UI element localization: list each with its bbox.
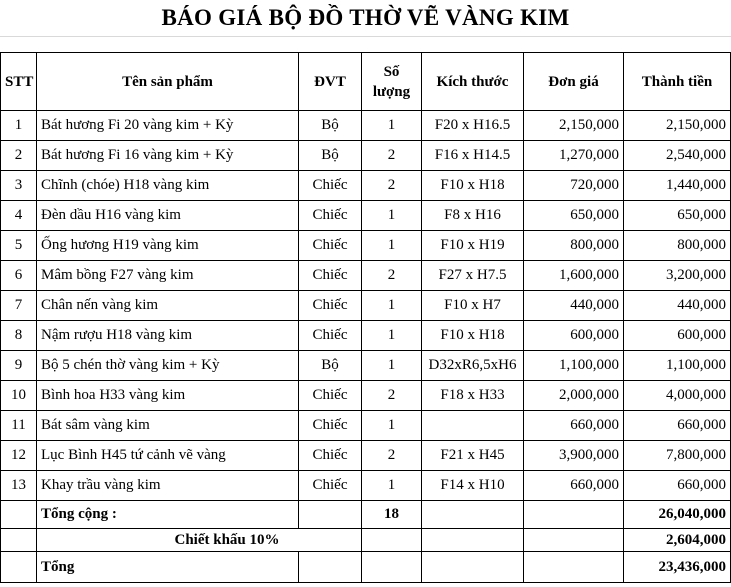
- cell-stt: 10: [1, 381, 37, 411]
- cell-qty: 2: [362, 141, 422, 171]
- cell-unit: Bộ: [299, 141, 362, 171]
- table-row: [1, 291, 731, 321]
- cell-size: F10 x H7: [422, 291, 524, 321]
- discount-price-cell: [524, 529, 624, 552]
- grand-unit-cell: [299, 552, 362, 583]
- table-row: [1, 471, 731, 501]
- cell-stt: 12: [1, 441, 37, 471]
- header-price: Đơn giá: [524, 53, 624, 111]
- cell-product-name: Bát hương Fi 16 vàng kim + Kỳ: [37, 141, 299, 171]
- grand-stt-cell: [1, 552, 37, 583]
- cell-unit: Chiếc: [299, 321, 362, 351]
- cell-product-name: Bộ 5 chén thờ vàng kim + Kỳ: [37, 351, 299, 381]
- grand-total-row: [1, 552, 731, 583]
- table-row: [1, 231, 731, 261]
- cell-unit: Bộ: [299, 111, 362, 141]
- cell-size: F21 x H45: [422, 441, 524, 471]
- cell-qty: 2: [362, 441, 422, 471]
- cell-size: F8 x H16: [422, 201, 524, 231]
- discount-row: [1, 529, 731, 552]
- cell-size: D32xR6,5xH6: [422, 351, 524, 381]
- subtotal-label: Tổng cộng :: [37, 501, 299, 529]
- cell-unit-price: 650,000: [524, 201, 624, 231]
- discount-size-cell: [422, 529, 524, 552]
- grand-total-label: Tổng: [37, 552, 299, 583]
- table-row: [1, 381, 731, 411]
- cell-size: F10 x H18: [422, 321, 524, 351]
- header-stt: STT: [1, 53, 37, 111]
- cell-unit-price: 600,000: [524, 321, 624, 351]
- cell-size: F10 x H18: [422, 171, 524, 201]
- cell-amount: 3,200,000: [624, 261, 731, 291]
- cell-qty: 1: [362, 321, 422, 351]
- discount-qty-cell: [362, 529, 422, 552]
- table-row: [1, 201, 731, 231]
- header-name: Tên sản phẩm: [37, 53, 299, 111]
- cell-qty: 2: [362, 381, 422, 411]
- subtotal-qty: 18: [362, 501, 422, 529]
- cell-product-name: Bình hoa H33 vàng kim: [37, 381, 299, 411]
- cell-stt: 13: [1, 471, 37, 501]
- header-qty-line1: Số: [383, 63, 400, 80]
- cell-amount: 1,100,000: [624, 351, 731, 381]
- cell-unit: Chiếc: [299, 291, 362, 321]
- cell-product-name: Ống hương H19 vàng kim: [37, 231, 299, 261]
- table-row: [1, 261, 731, 291]
- cell-product-name: Lục Bình H45 tứ cảnh vẽ vàng: [37, 441, 299, 471]
- cell-qty: 2: [362, 261, 422, 291]
- cell-unit-price: 1,100,000: [524, 351, 624, 381]
- cell-amount: 7,800,000: [624, 441, 731, 471]
- cell-unit-price: 2,000,000: [524, 381, 624, 411]
- cell-size: F16 x H14.5: [422, 141, 524, 171]
- discount-stt-cell: [1, 529, 37, 552]
- cell-stt: 11: [1, 411, 37, 441]
- cell-product-name: Chân nến vàng kim: [37, 291, 299, 321]
- header-qty: [362, 53, 422, 111]
- cell-size: F20 x H16.5: [422, 111, 524, 141]
- cell-stt: 8: [1, 321, 37, 351]
- header-amount: Thành tiền: [624, 53, 731, 111]
- cell-product-name: Mâm bồng F27 vàng kim: [37, 261, 299, 291]
- cell-qty: 1: [362, 351, 422, 381]
- cell-qty: 1: [362, 111, 422, 141]
- cell-unit: Chiếc: [299, 171, 362, 201]
- grand-price-cell: [524, 552, 624, 583]
- grand-total-amount: 23,436,000: [624, 552, 731, 583]
- cell-qty: 1: [362, 201, 422, 231]
- subtotal-price-cell: [524, 501, 624, 529]
- totals-body: [1, 501, 731, 583]
- cell-amount: 800,000: [624, 231, 731, 261]
- cell-unit-price: 800,000: [524, 231, 624, 261]
- cell-qty: 1: [362, 291, 422, 321]
- cell-stt: 5: [1, 231, 37, 261]
- discount-amount: 2,604,000: [624, 529, 731, 552]
- header-size: Kích thước: [422, 53, 524, 111]
- page-title: BÁO GIÁ BỘ ĐỒ THỜ VẼ VÀNG KIM: [161, 5, 570, 30]
- cell-size: [422, 411, 524, 441]
- cell-amount: 1,440,000: [624, 171, 731, 201]
- cell-product-name: Nậm rượu H18 vàng kim: [37, 321, 299, 351]
- cell-unit-price: 660,000: [524, 411, 624, 441]
- cell-unit: Chiếc: [299, 231, 362, 261]
- subtotal-unit-cell: [299, 501, 362, 529]
- cell-unit: Chiếc: [299, 201, 362, 231]
- cell-amount: 660,000: [624, 471, 731, 501]
- cell-unit: Chiếc: [299, 471, 362, 501]
- cell-size: F14 x H10: [422, 471, 524, 501]
- cell-qty: 2: [362, 171, 422, 201]
- subtotal-row: [1, 501, 731, 529]
- cell-amount: 650,000: [624, 201, 731, 231]
- grand-size-cell: [422, 552, 524, 583]
- cell-stt: 4: [1, 201, 37, 231]
- price-table: [0, 52, 731, 583]
- cell-stt: 3: [1, 171, 37, 201]
- cell-qty: 1: [362, 471, 422, 501]
- cell-stt: 9: [1, 351, 37, 381]
- cell-unit-price: 1,600,000: [524, 261, 624, 291]
- cell-amount: 440,000: [624, 291, 731, 321]
- subtotal-size-cell: [422, 501, 524, 529]
- cell-size: F27 x H7.5: [422, 261, 524, 291]
- discount-label: Chiết khấu 10%: [37, 529, 362, 552]
- header-row: [1, 53, 731, 111]
- cell-stt: 6: [1, 261, 37, 291]
- subtotal-amount: 26,040,000: [624, 501, 731, 529]
- table-row: [1, 111, 731, 141]
- spacer-row: [0, 36, 731, 53]
- header-qty-line2: lượng: [372, 83, 411, 100]
- cell-qty: 1: [362, 411, 422, 441]
- cell-size: F18 x H33: [422, 381, 524, 411]
- table-row: [1, 141, 731, 171]
- cell-amount: 2,540,000: [624, 141, 731, 171]
- cell-amount: 2,150,000: [624, 111, 731, 141]
- cell-product-name: Khay trầu vàng kim: [37, 471, 299, 501]
- table-row: [1, 411, 731, 441]
- cell-amount: 660,000: [624, 411, 731, 441]
- cell-size: F10 x H19: [422, 231, 524, 261]
- header-unit: ĐVT: [299, 53, 362, 111]
- cell-stt: 7: [1, 291, 37, 321]
- grand-qty-cell: [362, 552, 422, 583]
- table-body: [1, 111, 731, 501]
- table-row: [1, 171, 731, 201]
- cell-unit-price: 720,000: [524, 171, 624, 201]
- cell-unit: Chiếc: [299, 411, 362, 441]
- cell-unit: Chiếc: [299, 381, 362, 411]
- cell-unit-price: 1,270,000: [524, 141, 624, 171]
- cell-stt: 1: [1, 111, 37, 141]
- table-row: [1, 321, 731, 351]
- cell-amount: 600,000: [624, 321, 731, 351]
- cell-unit: Chiếc: [299, 261, 362, 291]
- cell-product-name: Chĩnh (chóe) H18 vàng kim: [37, 171, 299, 201]
- cell-unit-price: 2,150,000: [524, 111, 624, 141]
- cell-unit: Bộ: [299, 351, 362, 381]
- cell-unit-price: 440,000: [524, 291, 624, 321]
- cell-product-name: Bát sâm vàng kim: [37, 411, 299, 441]
- subtotal-stt-cell: [1, 501, 37, 529]
- cell-unit-price: 3,900,000: [524, 441, 624, 471]
- cell-qty: 1: [362, 231, 422, 261]
- table-row: [1, 351, 731, 381]
- cell-product-name: Bát hương Fi 20 vàng kim + Kỳ: [37, 111, 299, 141]
- cell-unit: Chiếc: [299, 441, 362, 471]
- cell-stt: 2: [1, 141, 37, 171]
- cell-amount: 4,000,000: [624, 381, 731, 411]
- table-row: [1, 441, 731, 471]
- cell-product-name: Đèn dầu H16 vàng kim: [37, 201, 299, 231]
- cell-unit-price: 660,000: [524, 471, 624, 501]
